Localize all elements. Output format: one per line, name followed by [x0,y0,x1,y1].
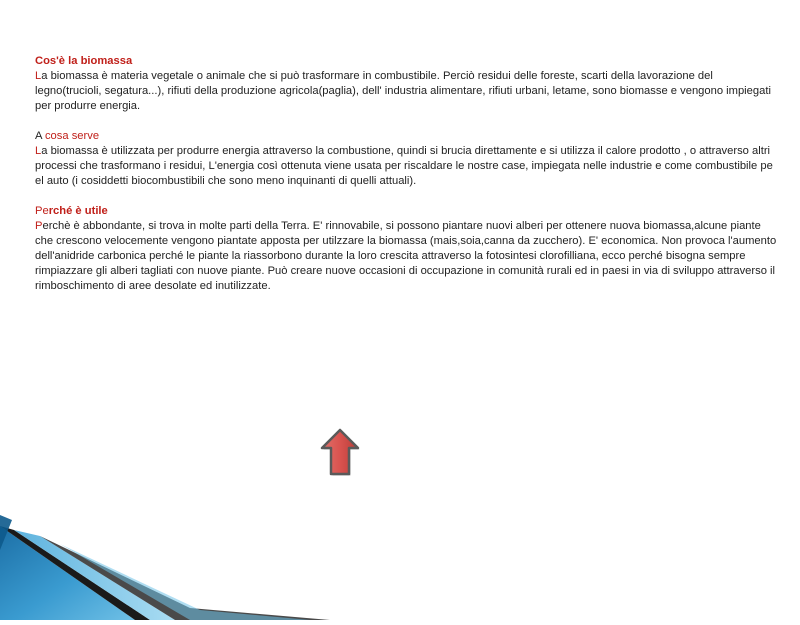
heading-prefix: Pe [35,205,49,217]
section-heading: Cos'è la biomassa [35,55,133,67]
section-cosa-serve [35,129,780,189]
up-arrow-graphic [320,428,360,476]
drop-letter: L [35,70,42,82]
heading-rest: cosa serve [44,130,100,142]
heading-prefix: A [35,130,45,142]
section-body [35,69,780,114]
heading-rest: rché è utile [48,205,108,217]
drop-letter: P [35,220,43,232]
corner-graphic [0,510,330,620]
section-heading [35,129,780,144]
section-text: erchè è abbondante, si trova in molte parti della Terra. E' rinnovabile, si possono piantare nuovi alberi per ottenere nuova biomassa,alcune piante che crescono velocemente vengono piantate apposta per utilzzare la biomassa (mais,soia,canna da zucchero). E' economica. Non provoca l'aumento dell'anidride carbonica perché le piante la riassorbono durante la loro crescita attraverso la fotosintesi clorofilliana, ecco perché bisogna sempre rimpiazzare gli alberi tagliati con nuove piante. Può creare nuove occasioni di occupazione in comunità rurali ed in paesi in via di sviluppo attraverso il rimboschimento di aree desolate ed inutilizzate. [35,220,777,292]
slide-content [35,54,780,309]
section-body [35,219,780,294]
section-text: a biomassa è utilizzata per produrre energia attraverso la combustione, quindi si brucia direttamente e si utilizza il calore prodotto , o attraverso altri processi che trasformano i residui, L'energia così ottenuta viene usata per riscaldare le nostre case, impiegata nelle industrie e come combustibile pe el auto (i cosiddetti biocombustibili che sono meno inquinanti di quelli attuali). [35,145,773,187]
section-text: a biomassa è materia vegetale o animale che si può trasformare in combustibile. Perciò residui delle foreste, scarti della lavorazione del legno(trucioli, segatura...), rifiuti della produzione agricola(paglia), dell' industria alimentare, rifiuti urbani, letame, sono biomasse e vengono impiegati per produrre energia. [35,70,771,112]
corner-decoration [0,510,330,620]
up-arrow-icon[interactable] [320,428,360,476]
section-body [35,144,780,189]
section-perche-utile [35,204,780,294]
section-heading [35,204,780,219]
section-biomassa [35,54,780,114]
drop-letter: L [35,145,42,157]
